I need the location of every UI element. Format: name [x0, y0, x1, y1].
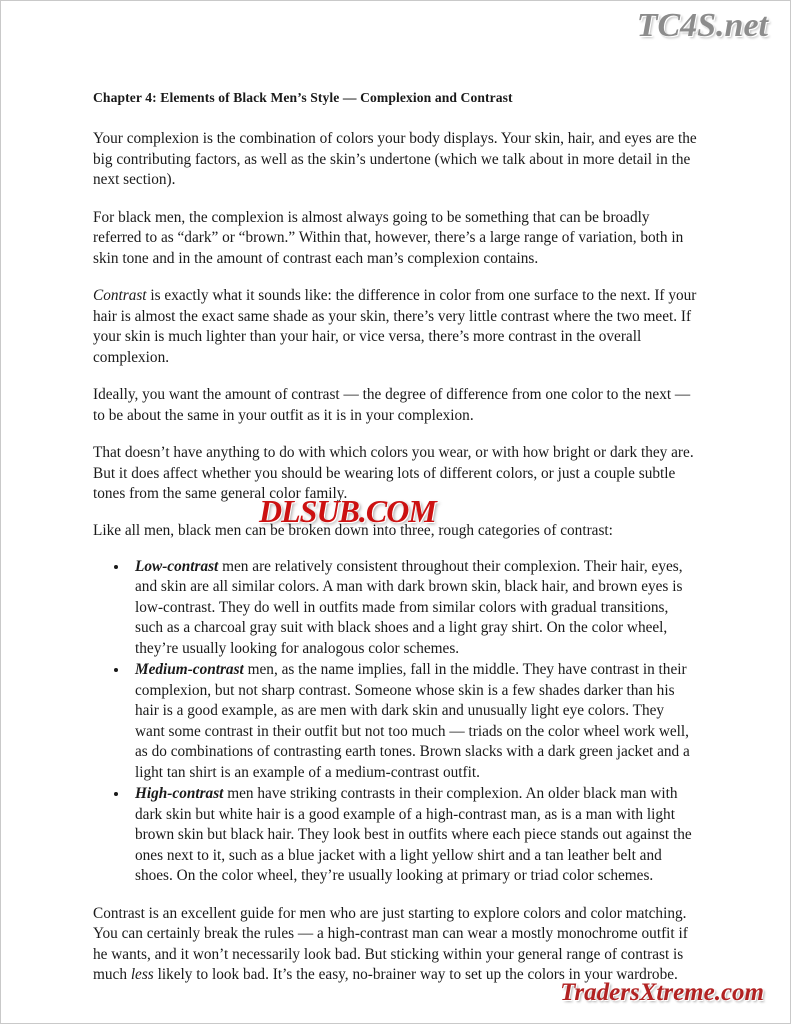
paragraph-categories-intro: Like all men, black men can be broken down into three, rough categories of contrast:: [93, 522, 613, 540]
paragraph-complexion-definition: Your complexion is the combination of colors your body displays. Your skin, hair, and eyes are the big contributing factors, as well as the skin’s undertone (which we talk about in more detail in the next section).: [93, 130, 697, 189]
contrast-categories-list: [93, 557, 697, 887]
closing-part-1: Contrast is an excellent guide for men who are just starting to explore colors and color matching. You can certainly break the rules — a high-contrast man can wear a mostly monochrome outfit if he wants, and it won’t necessarily look bad. But sticking within your general range of contrast is much: [93, 904, 688, 984]
watermark-top-right: TC4S.net: [636, 7, 768, 44]
paragraph-closing: [93, 904, 697, 986]
closing-emphasis: less: [130, 966, 154, 984]
watermark-bottom-right: TradersXtreme.com: [560, 979, 764, 1006]
contrast-definition-text: is exactly what it sounds like: the difference in color from one surface to the next. If your hair is almost the exact same shade as your skin, there’s very little contrast where the two meet. If your skin is much lighter than your hair, or vice versa, there’s more contrast in the overall complexion.: [93, 287, 697, 366]
list-item-term: High-contrast: [135, 785, 224, 803]
document-content: [93, 89, 697, 1003]
list-item-text: men have striking contrasts in their complexion. An older black man with dark skin but white hair is a good example of a high-contrast man, as is a man with light brown skin but black hair. They look best in outfits where each piece stands out against the ones next to it, such as a blue jacket with a light yellow shirt and a tan leather belt and shoes. On the color wheel, they’re usually looking at primary or triad color schemes.: [135, 785, 692, 885]
paragraph-colors-note: That doesn’t have anything to do with which colors you wear, or with how bright or dark they are. But it does affect whether you should be wearing lots of different colors, or just a couple subtle tones from the same general color family.: [93, 444, 694, 502]
paragraph-contrast-definition: [93, 286, 697, 368]
page-title: Chapter 4: Elements of Black Men’s Style — Complexion and Contrast: [93, 90, 513, 105]
closing-part-2: likely to look bad. It’s the easy, no-brainer way to set up the colors in your wardrobe.: [153, 966, 678, 984]
list-item-text: men, as the name implies, fall in the middle. They have contrast in their complexion, but not sharp contrast. Someone whose skin is a few shades darker than his hair is a good example, as are men with dark skin and unusually light eye colors. They want some contrast in their outfit but not too much — triads on the color wheel work well, as do combinations of contrasting earth tones. Brown slacks with a dark green jacket and a light tan shirt is an example of a medium-contrast outfit.: [135, 661, 690, 781]
list-item-term: Low-contrast: [135, 557, 219, 575]
list-item: [129, 557, 697, 659]
list-item-term: Medium-contrast: [135, 661, 244, 679]
list-item-text: men are relatively consistent throughout their complexion. Their hair, eyes, and skin are all similar colors. A man with dark brown skin, black hair, and brown eyes is low-contrast. They do well in outfits made from similar colors with gradual transitions, such as a charcoal gray suit with black shoes and a light gray shirt. On the color wheel, they’re usually looking for analogous color schemes.: [135, 557, 683, 657]
watermark-center: DLSUB.COM: [259, 493, 436, 529]
paragraph-black-men-complexion: For black men, the complexion is almost always going to be something that can be broadly referred to as “dark” or “brown.” Within that, however, there’s a large range of variation, both in skin tone and in the amount of contrast each man’s complexion contains.: [93, 208, 684, 267]
contrast-term: Contrast: [93, 287, 147, 305]
list-item: [129, 784, 697, 886]
paragraph-ideal-contrast: Ideally, you want the amount of contrast — the degree of difference from one color to the next — to be about the same in your outfit as it is in your complexion.: [93, 386, 691, 424]
list-item: [129, 660, 697, 783]
